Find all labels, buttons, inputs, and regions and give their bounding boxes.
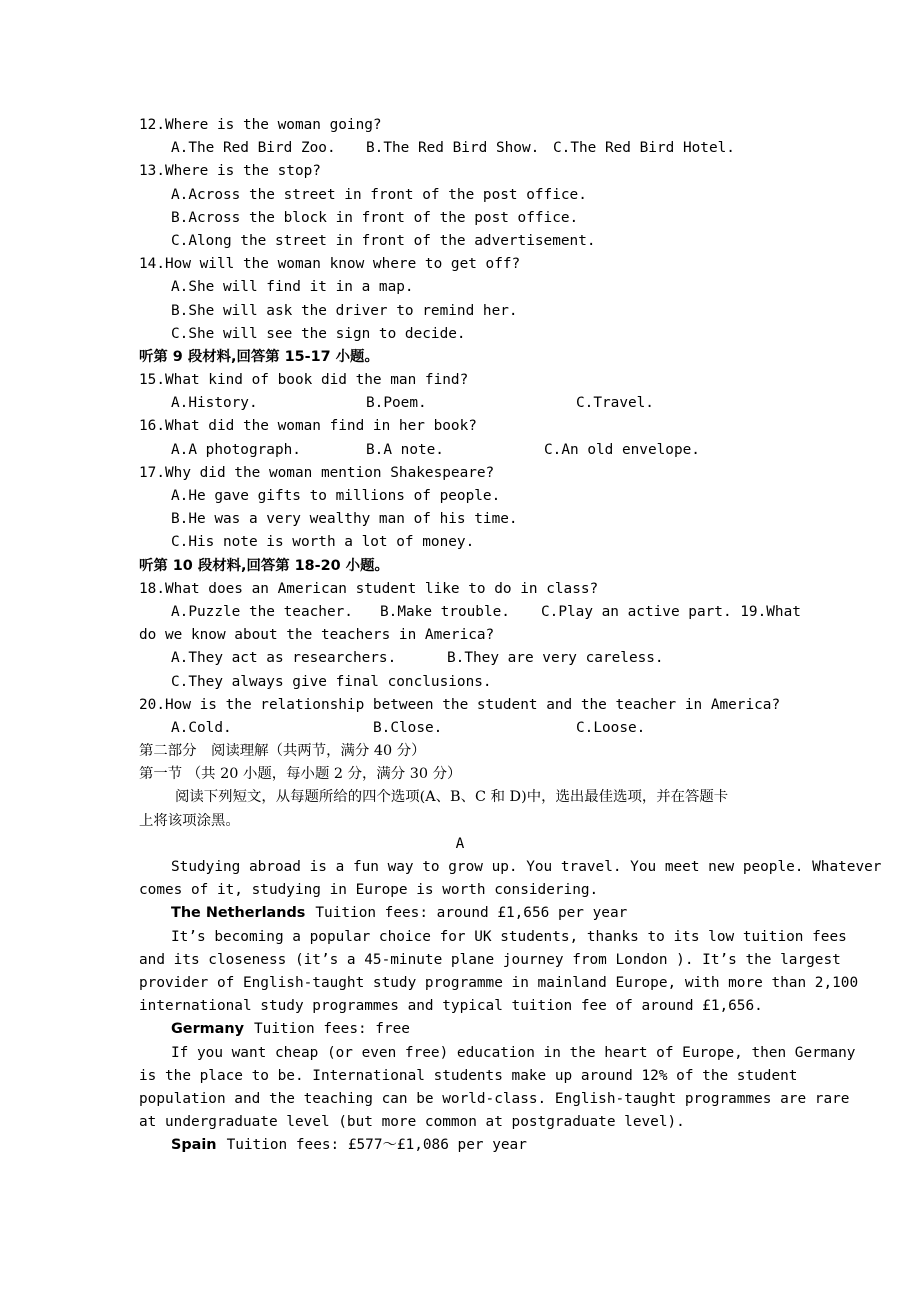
germany-line-1: If you want cheap (or even free) education in the heart of Europe, then Germany bbox=[171, 1044, 856, 1061]
part-title: 第二部分 阅读理解（共两节，满分 40 分） bbox=[139, 743, 426, 760]
option-c: C.The Red Bird Hotel. bbox=[553, 140, 735, 157]
option-a: A.They act as researchers. bbox=[171, 650, 397, 667]
question-13 bbox=[139, 160, 781, 183]
country-germany-heading bbox=[139, 1018, 781, 1041]
option-a: A.She will find it in a map. bbox=[171, 279, 414, 296]
option-b: B.Close. bbox=[373, 719, 443, 736]
question-16 bbox=[139, 415, 781, 438]
tuition-fees: Tuition fees: around £1,656 per year bbox=[315, 905, 628, 922]
netherlands-line-2: and its closeness (it’s a 45-minute plane journey from London ). It’s the largest bbox=[139, 951, 841, 968]
option-a: A.Puzzle the teacher. bbox=[171, 603, 353, 620]
instructions-line-1: 阅读下列短文，从每题所给的四个选项(A、B、C 和 D)中，选出最佳选项，并在答题卡 bbox=[175, 789, 729, 806]
germany-line-3: population and the teaching can be world-class. English-taught programmes are rare bbox=[139, 1090, 850, 1107]
question-15 bbox=[139, 369, 781, 392]
option-c: C.She will see the sign to decide. bbox=[171, 325, 466, 342]
country-netherlands-heading bbox=[139, 902, 781, 925]
question-stem: 17.Why did the woman mention Shakespeare? bbox=[139, 464, 495, 481]
question-stem: 15.What kind of book did the man find? bbox=[139, 372, 469, 389]
option-a: A.Across the street in front of the post office. bbox=[171, 186, 587, 203]
question-20-options bbox=[139, 717, 781, 740]
question-stem: 18.What does an American student like to do in class? bbox=[139, 580, 599, 597]
option-c: C.An old envelope. bbox=[544, 441, 700, 458]
question-19-options bbox=[139, 647, 781, 670]
option-a: A.A photograph. bbox=[171, 441, 301, 458]
question-stem: 20.How is the relationship between the student and the teacher in America? bbox=[139, 696, 781, 713]
question-15-options bbox=[139, 392, 781, 415]
country-name: Germany bbox=[171, 1021, 245, 1038]
question-stem: do we know about the teachers in America? bbox=[139, 627, 495, 644]
option-b: B.Poem. bbox=[366, 395, 427, 412]
germany-line-4: at undergraduate level (but more common at postgraduate level). bbox=[139, 1114, 685, 1131]
option-a: A.The Red Bird Zoo. bbox=[171, 140, 336, 157]
question-stem: 12.Where is the woman going? bbox=[139, 117, 382, 133]
tuition-fees: Tuition fees: free bbox=[254, 1021, 410, 1038]
question-stem: 13.Where is the stop? bbox=[139, 163, 321, 180]
netherlands-line-4: international study programmes and typical tuition fee of around £1,656. bbox=[139, 998, 763, 1015]
question-17 bbox=[139, 462, 781, 485]
country-name: The Netherlands bbox=[171, 905, 306, 922]
option-a: A.Cold. bbox=[171, 719, 232, 736]
question-20 bbox=[139, 694, 781, 717]
option-b: B.Make trouble. bbox=[380, 603, 510, 620]
intro-line-1: Studying abroad is a fun way to grow up. You travel. You meet new people. Whatever bbox=[171, 859, 882, 875]
option-b: B.They are very careless. bbox=[447, 650, 664, 667]
option-c: C.Loose. bbox=[576, 719, 646, 736]
question-12 bbox=[139, 114, 781, 137]
option-b: B.Across the block in front of the post office. bbox=[171, 209, 579, 226]
country-spain-heading bbox=[139, 1134, 781, 1157]
netherlands-line-3: provider of English-taught study programme in mainland Europe, with more than 2,100 bbox=[139, 974, 859, 991]
option-b: B.The Red Bird Show. bbox=[366, 140, 540, 157]
germany-line-2: is the place to be. International students make up around 12% of the student bbox=[139, 1067, 798, 1084]
question-16-options bbox=[139, 439, 781, 462]
question-stem: 16.What did the woman find in her book? bbox=[139, 418, 477, 435]
option-c: C.Along the street in front of the advertisement. bbox=[171, 232, 596, 249]
netherlands-line-1: It’s becoming a popular choice for UK students, thanks to its low tuition fees bbox=[171, 928, 847, 945]
passage-letter: A bbox=[455, 835, 465, 852]
intro-line-2: comes of it, studying in Europe is worth considering. bbox=[139, 882, 599, 899]
exam-page bbox=[139, 114, 882, 1157]
option-b: B.She will ask the driver to remind her. bbox=[171, 302, 518, 319]
tuition-fees: Tuition fees: £577～£1,086 per year bbox=[226, 1137, 527, 1154]
country-name: Spain bbox=[171, 1137, 217, 1154]
option-b: B.A note. bbox=[366, 441, 444, 458]
option-a: A.He gave gifts to millions of people. bbox=[171, 488, 501, 504]
question-12-options bbox=[139, 137, 781, 160]
section-title: 第一节 （共 20 小题，每小题 2 分，满分 30 分） bbox=[139, 766, 462, 783]
question-18 bbox=[139, 578, 781, 601]
section-header-10: 听第 10 段材料,回答第 18-20 小题。 bbox=[139, 557, 389, 574]
question-stem: 14.How will the woman know where to get off? bbox=[139, 256, 521, 273]
option-a: A.History. bbox=[171, 395, 258, 412]
section-header-9: 听第 9 段材料,回答第 15-17 小题。 bbox=[139, 348, 379, 365]
option-b: B.He was a very wealthy man of his time. bbox=[171, 511, 518, 528]
option-c: C.Travel. bbox=[576, 395, 654, 412]
instructions-line-2: 上将该项涂黑。 bbox=[139, 812, 240, 829]
option-c: C.His note is worth a lot of money. bbox=[171, 534, 475, 551]
question-18-options bbox=[139, 601, 801, 624]
option-c: C.They always give final conclusions. bbox=[171, 673, 492, 690]
question-19 bbox=[139, 624, 781, 647]
option-c: C.Play an active part. 19.What bbox=[541, 603, 801, 620]
question-14 bbox=[139, 253, 781, 276]
